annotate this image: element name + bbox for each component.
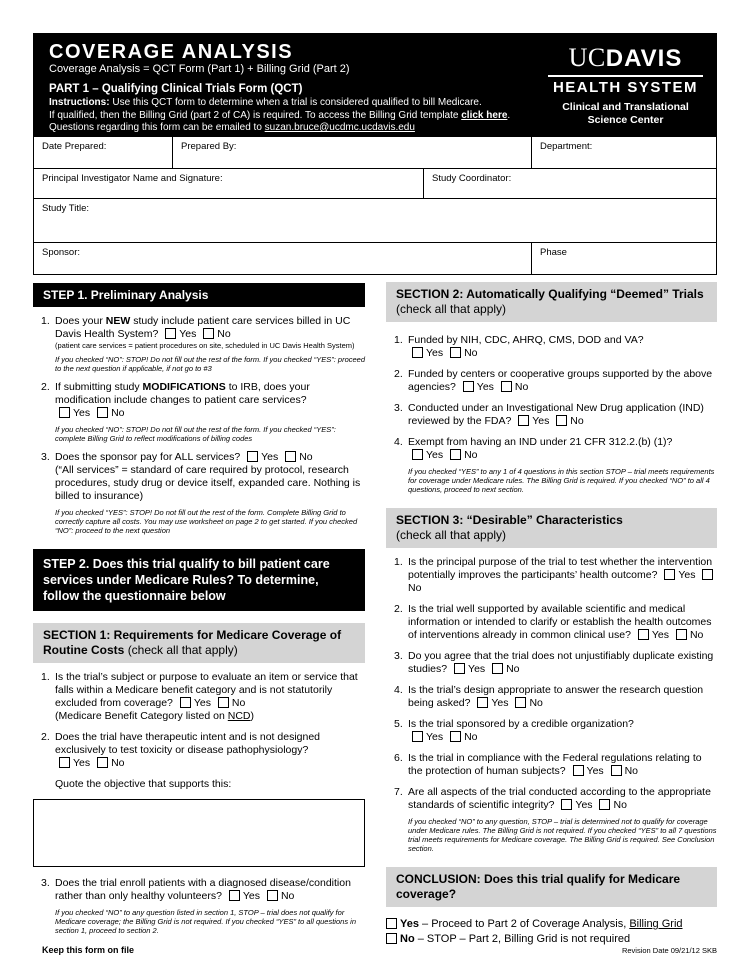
conclusion-yes-row: Yes – Proceed to Part 2 of Coverage Analysis, Billing Grid (386, 917, 717, 932)
study-title-field[interactable]: Study Title: (42, 203, 89, 214)
instructions-label: Instructions: (49, 97, 110, 108)
logo-ctsc (548, 101, 703, 127)
section1-q3: 3. Does the trial enroll patients with a diagnosed disease/condition rather than only healthy volunteers? Yes No If you checked “NO” to any question listed in section 1, STOP – trial does not qualify for Medicare coverage; the Billing Grid is not required. If you checked “YES” to all questions in section 1, proceed to section 2. (33, 877, 365, 935)
step1-q3: 3. Does the sponsor pay for ALL services? Yes No (“All services” = standard of care required by protocol, research procedures, study drug or device itself, expanded care. Nothing is billed to insurance) If you checked “YES”: STOP! Do not fill out the rest of the form. Complete Billing Grid to correctly capture all costs. You may use worksheet on page 2 to get started. If you checked “NO”: proceed to the next question (33, 451, 365, 535)
section2-note: If you checked “YES” to any 1 of 4 questions in this section STOP – trial meets requirements for coverage under Medicare rules. The Billing Grid is required. If you checked “NO” to all 4 questions, proceed to next section. (408, 467, 715, 494)
instructions-line-2: If qualified, then the Billing Grid (part 2 of CA) is required. To access the Billing Grid template (49, 109, 459, 121)
section3-q5-yes-checkbox[interactable] (412, 731, 423, 742)
section2-q4-yes-checkbox[interactable] (412, 449, 423, 460)
step1-header: STEP 1. Preliminary Analysis (33, 283, 365, 307)
section2-q2-no-checkbox[interactable] (501, 381, 512, 392)
section3-q7: 7. Are all aspects of the trial conducted according to the appropriate standards of scientific integrity? Yes No If you checked “NO” to any question, STOP – trial is determined not to qualify for coverage under Medicare rules. The Billing Grid is not required. If you checked “YES” to all 7 questions trial meets requirements for Medicare coverage. The Billing Grid is required. See Conclusion section. (394, 786, 717, 853)
billing-grid-link[interactable]: click here (461, 109, 508, 121)
section3-header: SECTION 3: “Desirable” Characteristics (check all that apply) (386, 508, 717, 548)
section2-q1: 1. Funded by NIH, CDC, AHRQ, CMS, DOD and VA? Yes No (394, 334, 644, 359)
step2-header: STEP 2. Does this trial qualify to bill patient care services under Medicare Rules? To determine, follow the questionnaire below (33, 549, 365, 611)
step1-q2-yes-checkbox[interactable] (59, 407, 70, 418)
conclusion-header: CONCLUSION: Does this trial qualify for Medicare coverage? (386, 867, 717, 907)
step1-q2-note: If you checked “NO”: STOP! Do not fill out the rest of the form. If you checked “YES”: complete Billing Grid to reflect modifications of billing codes (55, 425, 336, 443)
section3-q5: 5. Is the trial sponsored by a credible organization? Yes No (394, 718, 634, 743)
step1-q1-note-small: (patient care services = patient procedures on site, scheduled in UC Davis Health System) (55, 341, 355, 350)
step1-q3-yes-checkbox[interactable] (247, 451, 258, 462)
logo-davis-text: DAVIS (605, 45, 683, 72)
section3-q7-no-checkbox[interactable] (599, 799, 610, 810)
quote-objective-label: Quote the objective that supports this: (55, 778, 232, 790)
section1-q1-yes-checkbox[interactable] (180, 697, 191, 708)
info-fields (33, 137, 717, 275)
step1-q1-yes-checkbox[interactable] (165, 328, 176, 339)
section2-q2: 2. Funded by centers or cooperative groups supported by the above agencies? Yes No (394, 368, 713, 393)
instructions: Instructions: Use this QCT form to determine when a trial is considered qualified to bill Medicare. If qualified, then the Billing Grid (part 2 of CA) is required. To access the Billing Grid template click here. Questions regarding this form can be emailed to suzan.bruce@ucdmc.ucdavis.edu (49, 97, 511, 133)
section2-header: SECTION 2: Automatically Qualifying “Deemed” Trials (check all that apply) (386, 282, 717, 322)
section3-q1: 1. Is the principal purpose of the trial to test whether the intervention potentially improves the participants’ health outcome? Yes No (394, 556, 713, 594)
section1-q2-no-checkbox[interactable] (97, 757, 108, 768)
section3-q1-no-checkbox[interactable] (702, 569, 713, 580)
quote-objective-textarea[interactable] (33, 799, 365, 867)
section1-q3-no-checkbox[interactable] (267, 890, 278, 901)
section3-q6-yes-checkbox[interactable] (573, 765, 584, 776)
section3-q2-yes-checkbox[interactable] (638, 629, 649, 640)
section3-q3: 3. Do you agree that the trial does not unjustifiably duplicate existing studies? Yes No (394, 650, 714, 675)
section3-q2-no-checkbox[interactable] (676, 629, 687, 640)
section3-q2: 2. Is the trial well supported by available scientific and medical information or intended to clarify or establish the health outcomes of interventions already in common clinical use? Yes No (394, 603, 712, 641)
sponsor-field[interactable]: Sponsor: (34, 243, 532, 274)
date-prepared-field[interactable]: Date Prepared: (34, 137, 173, 168)
section1-header: SECTION 1: Requirements for Medicare Coverage of Routine Costs (check all that apply) (33, 623, 365, 663)
prepared-by-field[interactable]: Prepared By: (173, 137, 532, 168)
instructions-line-3: Questions regarding this form can be emailed to (49, 122, 262, 133)
ucdavis-logo (548, 45, 703, 72)
section1-q2: 2. Does the trial have therapeutic intent and is not designed exclusively to test toxicity or disease pathophysiology? Yes No Quote the objective that supports this: (33, 731, 365, 791)
logo-uc-text: UC (568, 43, 606, 72)
section3-q6: 6. Is the trial in compliance with the Federal regulations relating to the protection of human subjects? Yes No (394, 752, 702, 777)
conclusion-yes-checkbox[interactable] (386, 918, 397, 929)
section1-q1: 1. Is the trial’s subject or purpose to evaluate an item or service that falls within a Medicare benefit category and is not statutorily excluded from coverage? Yes No (Medicare Benefit Category listed on NCD) (41, 671, 358, 722)
form-header (33, 33, 717, 137)
section3-q4-yes-checkbox[interactable] (477, 697, 488, 708)
step1-q1-note: If you checked “NO”: STOP! Do not fill out the rest of the form. If you checked “YES”: proceed to the next question if applicable, if not go to #3 (55, 355, 365, 373)
section2-q1-no-checkbox[interactable] (450, 347, 461, 358)
step1-q1: 1. Does your NEW study include patient care services billed in UC Davis Health System? Yes No (patient care services = patient procedures on site, scheduled in UC Davis Health System) If you checked “NO”: STOP! Do not fill out the rest of the form. If you checked “YES”: proceed to the next question if applicable, if not go to #3 (41, 315, 365, 373)
section3-q5-no-checkbox[interactable] (450, 731, 461, 742)
footer-revision: Revision Date 09/21/12 SKB (621, 946, 717, 955)
conclusion-options (386, 917, 717, 947)
section2-q4-no-checkbox[interactable] (450, 449, 461, 460)
step1-q1-no-checkbox[interactable] (203, 328, 214, 339)
form-subtitle: Coverage Analysis = QCT Form (Part 1) + Billing Grid (Part 2) (49, 63, 350, 75)
section1-q1-no-checkbox[interactable] (218, 697, 229, 708)
section3-q6-no-checkbox[interactable] (611, 765, 622, 776)
section3-q7-yes-checkbox[interactable] (561, 799, 572, 810)
section1-q3-yes-checkbox[interactable] (229, 890, 240, 901)
right-column (386, 282, 717, 947)
section3-q1-yes-checkbox[interactable] (664, 569, 675, 580)
logo-ctsc-line-1: Clinical and Translational (562, 101, 689, 113)
section3-q3-yes-checkbox[interactable] (454, 663, 465, 674)
billing-grid-link-2[interactable]: Billing Grid (629, 918, 683, 930)
section3-q4-no-checkbox[interactable] (515, 697, 526, 708)
step1-q2-no-checkbox[interactable] (97, 407, 108, 418)
pi-field[interactable]: Principal Investigator Name and Signature: (34, 169, 424, 198)
section3-q3-no-checkbox[interactable] (492, 663, 503, 674)
section3-q4: 4. Is the trial’s design appropriate to answer the research question being asked? Yes No (394, 684, 704, 709)
footer-keep: Keep this form on file (42, 945, 135, 955)
department-field[interactable]: Department: (540, 141, 593, 152)
step1-q2: 2. If submitting study MODIFICATIONS to IRB, does your modification include changes to patient care services? Yes No If you checked “NO”: STOP! Do not fill out the rest of the form. If you checked “YES”: complete Billing Grid to reflect modifications of billing codes (33, 381, 365, 443)
section2-q1-yes-checkbox[interactable] (412, 347, 423, 358)
email-link[interactable]: suzan.bruce@ucdmc.ucdavis.edu (264, 122, 415, 133)
conclusion-no-checkbox[interactable] (386, 933, 397, 944)
section2-q3-no-checkbox[interactable] (556, 415, 567, 426)
ncd-link[interactable]: NCD (227, 710, 251, 722)
section2-q2-yes-checkbox[interactable] (463, 381, 474, 392)
conclusion-no-row: No – STOP – Part 2, Billing Grid is not required (386, 932, 717, 947)
step1-q3-no-checkbox[interactable] (285, 451, 296, 462)
logo-health-system: HEALTH SYSTEM (548, 75, 703, 96)
section1-note: If you checked “NO” to any question listed in section 1, STOP – trial does not qualify for Medicare coverage; the Billing Grid is not required. If you checked “YES” to all questions in section 1, proceed to section 2. (55, 908, 356, 935)
form-title: COVERAGE ANALYSIS (49, 41, 294, 63)
logo-ctsc-line-2: Science Center (587, 114, 664, 126)
step1-q3-note: If you checked “YES”: STOP! Do not fill out the rest of the form. Complete Billing Grid to correctly capture all costs. You may use worksheet on page 2 to get started. If you checked “NO”: proceed to the next question (55, 508, 358, 535)
phase-field[interactable]: Phase (540, 247, 567, 258)
section2-q4: 4. Exempt from having an IND under 21 CFR 312.2.(b) (1)? Yes No If you checked “YES” to any 1 of 4 questions in this section STOP – trial meets requirements for coverage under Medicare rules. The Billing Grid is required. If you checked “NO” to all 4 questions, proceed to next section. (386, 436, 717, 494)
study-coordinator-field[interactable]: Study Coordinator: (432, 173, 512, 184)
section3-note: If you checked “NO” to any question, STOP – trial is determined not to qualify for coverage under Medicare rules. The Billing Grid is not required. If you checked “YES” to all 7 questions trial meets requirements for Medicare coverage. The Billing Grid is required. See Conclusion section. (408, 817, 717, 853)
section1-q2-yes-checkbox[interactable] (59, 757, 70, 768)
left-column (33, 283, 365, 935)
section2-q3: 3. Conducted under an Investigational New Drug application (IND) reviewed by the FDA? Yes No (394, 402, 704, 427)
instructions-line-1: Use this QCT form to determine when a trial is considered qualified to bill Medicare. (112, 97, 482, 108)
part-title: PART 1 – Qualifying Clinical Trials Form (QCT) (49, 83, 303, 95)
section2-q3-yes-checkbox[interactable] (518, 415, 529, 426)
